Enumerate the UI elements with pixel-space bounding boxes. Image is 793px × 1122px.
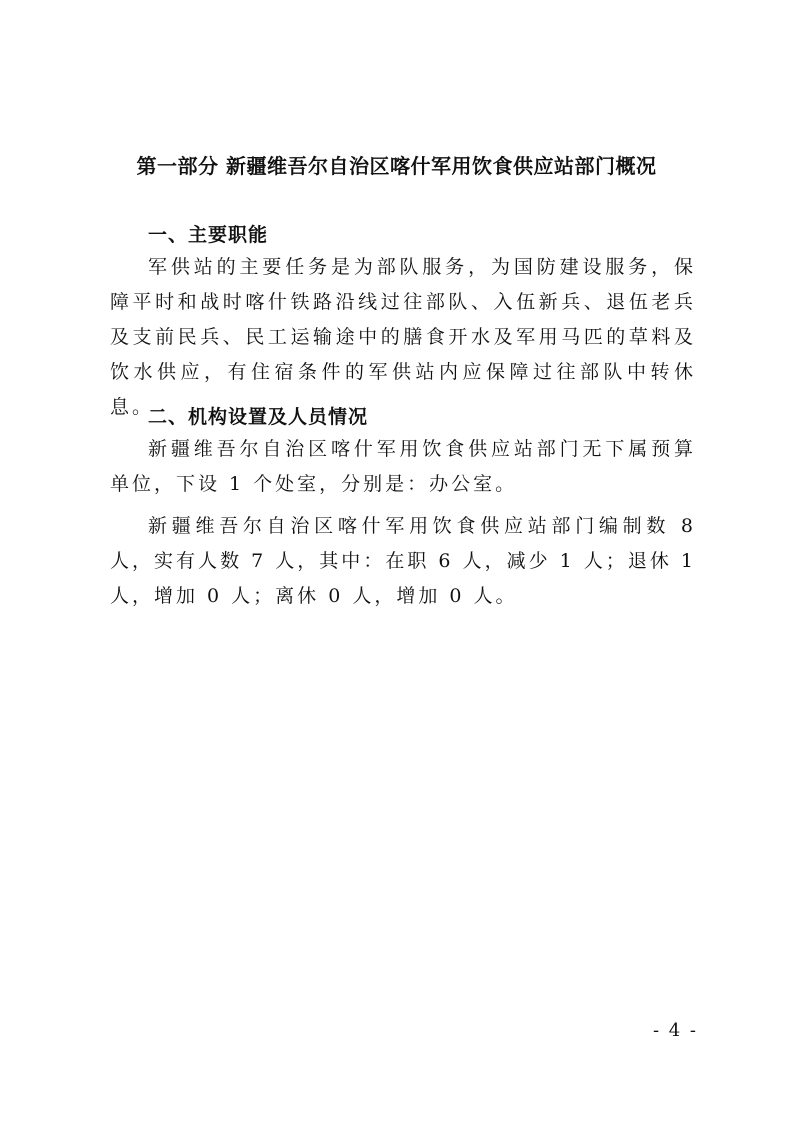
paragraph-main-functions: 军供站的主要任务是为部队服务，为国防建设服务，保障平时和战时喀什铁路沿线过往部队、入伍新兵、退伍老兵及支前民兵、民工运输途中的膳食开水及军用马匹的草料及饮水供应，有住宿条件的军供站内应保障过往部队中转休息。 [110,256,696,418]
page-number: - 4 - [652,1020,698,1041]
paragraph-organization-structure: 新疆维吾尔自治区喀什军用饮食供应站部门无下属预算单位，下设 1 个处室，分别是：办公室。 [110,438,696,495]
section-heading-organization-staff: 二、机构设置及人员情况 [148,406,369,428]
section-heading-main-functions: 一、主要职能 [148,224,269,246]
document-title: 第一部分 新疆维吾尔自治区喀什军用饮食供应站部门概况 [136,154,657,178]
paragraph-staff-numbers: 新疆维吾尔自治区喀什军用饮食供应站部门编制数 8 人，实有人数 7 人，其中：在职 6 人，减少 1 人；退休 1 人，增加 0 人；离休 0 人，增加 0 人。 [110,515,696,607]
